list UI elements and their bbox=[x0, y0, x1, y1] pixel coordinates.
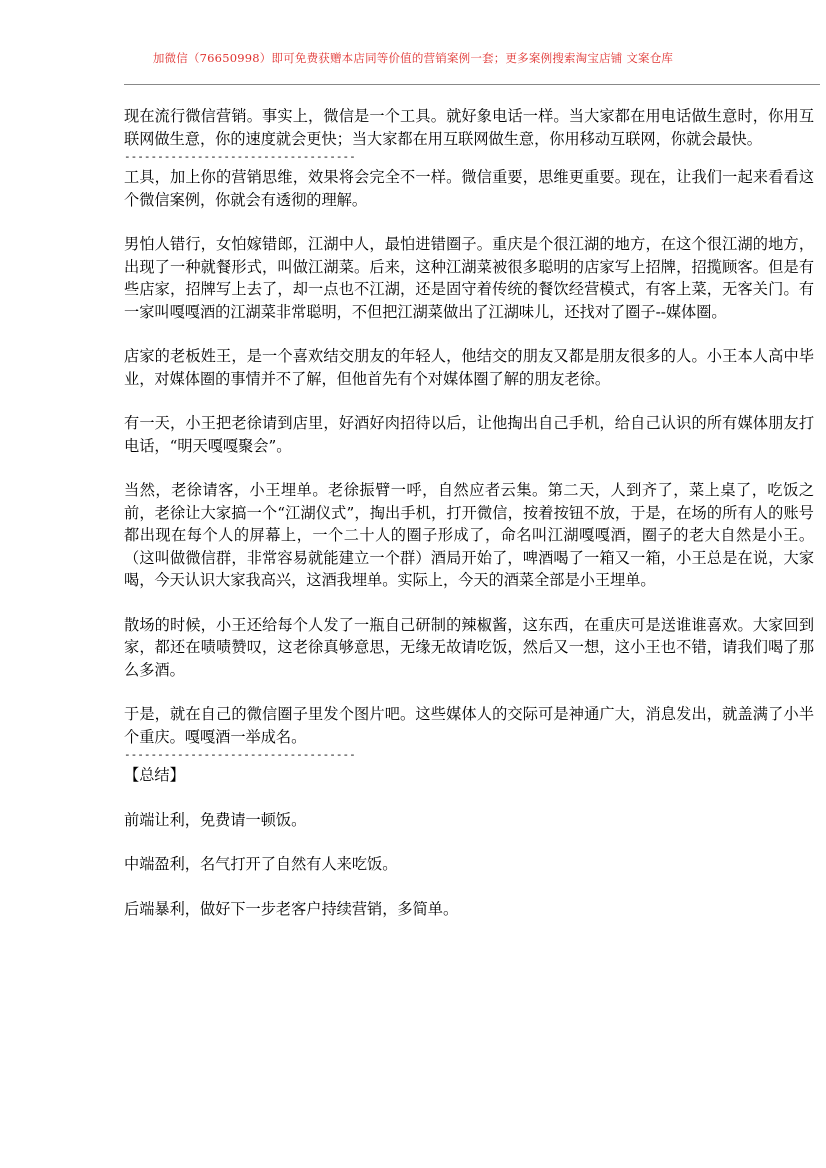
document-body bbox=[124, 105, 814, 942]
summary-back: 后端暴利，做好下一步老客户持续营销，多简单。 bbox=[124, 899, 459, 918]
separator-line: ----------------------------------- bbox=[124, 150, 356, 163]
paragraph-intro: 现在流行微信营销。事实上，微信是一个工具。就好象电话一样。当大家都在用电话做生意时，你用互联网做生意，你的速度就会更快；当大家都在用互联网做生意，你用移动互联网，你就会最快。 bbox=[124, 107, 814, 148]
paragraph-invite: 有一天，小王把老徐请到店里，好酒好肉招待以后，让他掏出自己手机，给自己认识的所有媒体朋友打电话，“明天嘎嘎聚会”。 bbox=[124, 414, 814, 455]
summary-front: 前端让利，免费请一顿饭。 bbox=[124, 810, 307, 829]
summary-heading: 【总结】 bbox=[124, 766, 185, 784]
promo-header: 加微信（76650998）即可免费获赠本店同等价值的营销案例一套；更多案例搜索淘宝店铺 文案仓库 bbox=[152, 51, 674, 65]
paragraph-tools: 工具，加上你的营销思维，效果将会完全不一样。微信重要，思维更重要。现在，让我们一起来看看这个微信案例，你就会有透彻的理解。 bbox=[124, 168, 814, 209]
separator-line: ----------------------------------- bbox=[124, 748, 356, 761]
paragraph-owner: 店家的老板姓王，是一个喜欢结交朋友的年轻人，他结交的朋友又都是朋友很多的人。小王本人高中毕业，对媒体圈的事情并不了解，但他首先有个对媒体圈了解的朋友老徐。 bbox=[124, 347, 814, 388]
paragraph-fame: 于是，就在自己的微信圈子里发个图片吧。这些媒体人的交际可是神通广大，消息发出，就盖满了小半个重庆。嘎嘎酒一举成名。 bbox=[124, 705, 814, 746]
paragraph-jianghu: 男怕人错行，女怕嫁错郎，江湖中人，最怕进错圈子。重庆是个很江湖的地方，在这个很江湖的地方，出现了一种就餐形式，叫做江湖菜。后来，这种江湖菜被很多聪明的店家写上招牌，招揽顾客。但是有些店家，招牌写上去了，却一点也不江湖，还是固守着传统的餐饮经营模式，有客上菜，无客关门。有一家叫嘎嘎酒的江湖菜非常聪明，不但把江湖菜做出了江湖味儿，还找对了圈子--媒体圈。 bbox=[124, 235, 814, 321]
header-rule bbox=[124, 84, 820, 85]
paragraph-party: 当然，老徐请客，小王埋单。老徐振臂一呼，自然应者云集。第二天，人到齐了，菜上桌了，吃饭之前，老徐让大家搞一个“江湖仪式”，掏出手机，打开微信，按着按钮不放，于是，在场的所有人的账号都出现在每个人的屏幕上，一个二十人的圈子形成了，命名叫江湖嘎嘎酒，圈子的老大自然是小王。（这叫做微信群，非常容易就能建立一个群）酒局开始了，啤酒喝了一箱又一箱，小王总是在说，大家喝，今天认识大家我高兴，这酒我埋单。实际上，今天的酒菜全部是小王埋单。 bbox=[124, 481, 814, 589]
summary-middle: 中端盈利，名气打开了自然有人来吃饭。 bbox=[124, 855, 398, 873]
paragraph-gift: 散场的时候，小王还给每个人发了一瓶自己研制的辣椒酱，这东西，在重庆可是送谁谁喜欢。大家回到家，都还在啧啧赞叹，这老徐真够意思，无缘无故请吃饭，然后又一想，这小王也不错，请我们喝了那么多酒。 bbox=[124, 615, 814, 679]
